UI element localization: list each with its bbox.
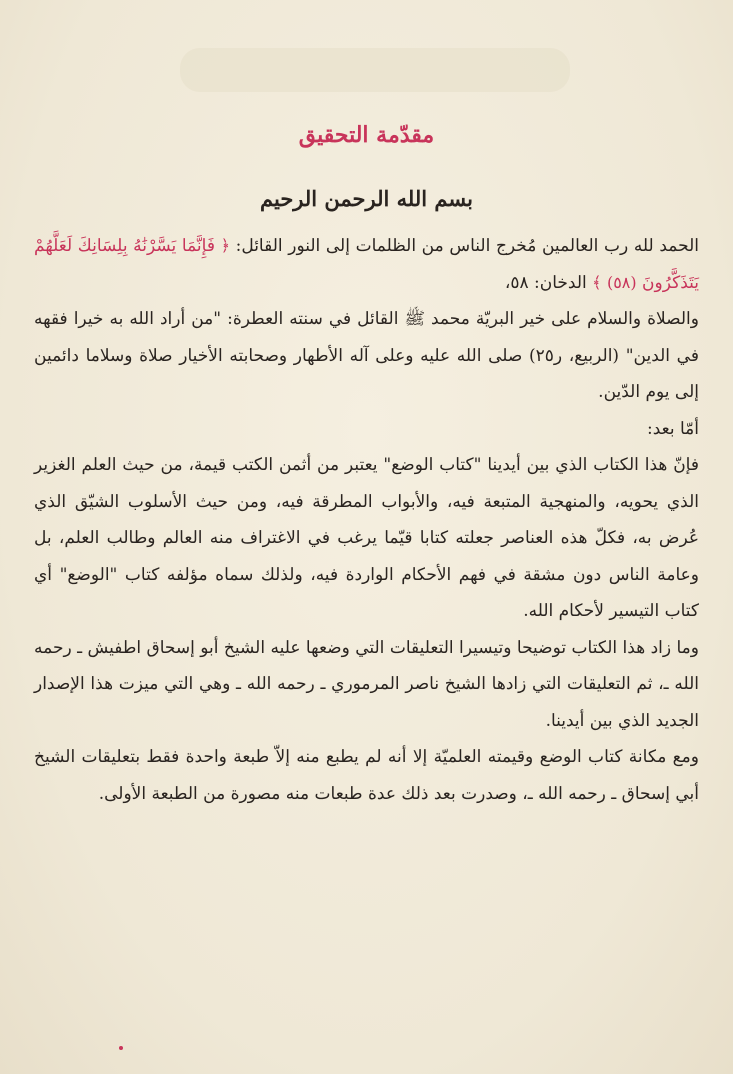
page-shading xyxy=(180,48,570,92)
verse-open-bracket: ﴿ xyxy=(220,236,230,255)
basmala: بسم الله الرحمن الرحيم xyxy=(260,186,473,211)
verse-number-marker: (٥٨) xyxy=(606,272,637,292)
salat-paragraph: والصلاة والسلام على خير البريّة محمد ﷺ القائل في سنته العطرة: "من أراد الله به خيرا فقهه في الدين" (الربيع، ر٢٥) صلى الله عليه وعلى آله الأطهار وصحابته الأخيار صلاة وسلاما دائمين إلى يوم الدّين. xyxy=(34,309,699,402)
ink-dot xyxy=(119,1046,123,1050)
intro-paragraph xyxy=(34,228,699,301)
section-heading: مقدّمة التحقيق xyxy=(298,122,435,148)
quran-verse: فَإِنَّمَا يَسَّرْنَٰهُ بِلِسَانِكَ لَعَلَّهُمْ يَتَذَكَّرُونَ xyxy=(34,236,699,293)
paragraph-3: ومع مكانة كتاب الوضع وقيمته العلميّة إلا أنه لم يطبع منه إلاّ طبعة واحدة فقط بتعليقات الشيخ أبي إسحاق ـ رحمه الله ـ، وصدرت بعد ذلك عدة طبعات منه مصورة من الطبعة الأولى. xyxy=(34,747,699,804)
verse-citation: الدخان: ٥٨، xyxy=(504,272,587,293)
verse-number: ٥٨ xyxy=(613,272,631,292)
amma-baad: أمّا بعد: xyxy=(647,418,699,439)
paragraph-1: فإنّ هذا الكتاب الذي بين أيدينا "كتاب الوضع" يعتبر من أثمن الكتب قيمة، من حيث العلم الغزير الذي يحويه، والمنهجية المتبعة فيه، والأبواب المطرقة فيه، ومن حيث الأسلوب الشيّق الذي عُرض به، فكلّ هذه العناصر جعلته كتابا قيّما يرغب في الاغتراف منه العالم وطالب العلم، بل وعامة الناس دون مشقة في فهم الأحكام الواردة فيه، ولذلك سماه مؤلفه كتاب "الوضع" أي كتاب التيسير لأحكام الله. xyxy=(34,455,699,621)
verse-close-bracket: ﴾ xyxy=(592,272,602,292)
paragraph-2: وما زاد هذا الكتاب توضيحا وتيسيرا التعليقات التي وضعها عليه الشيخ أبو إسحاق اطفيش ـ رحمه الله ـ، ثم التعليقات التي زادها الشيخ ناصر المرموري ـ رحمه الله ـ وهي التي ميزت هذا الإصدار الجديد الذي بين أيدينا. xyxy=(34,637,700,731)
intro-lead: الحمد لله رب العالمين مُخرج الناس من الظلمات إلى النور القائل: xyxy=(235,236,699,256)
body-text xyxy=(34,228,699,812)
